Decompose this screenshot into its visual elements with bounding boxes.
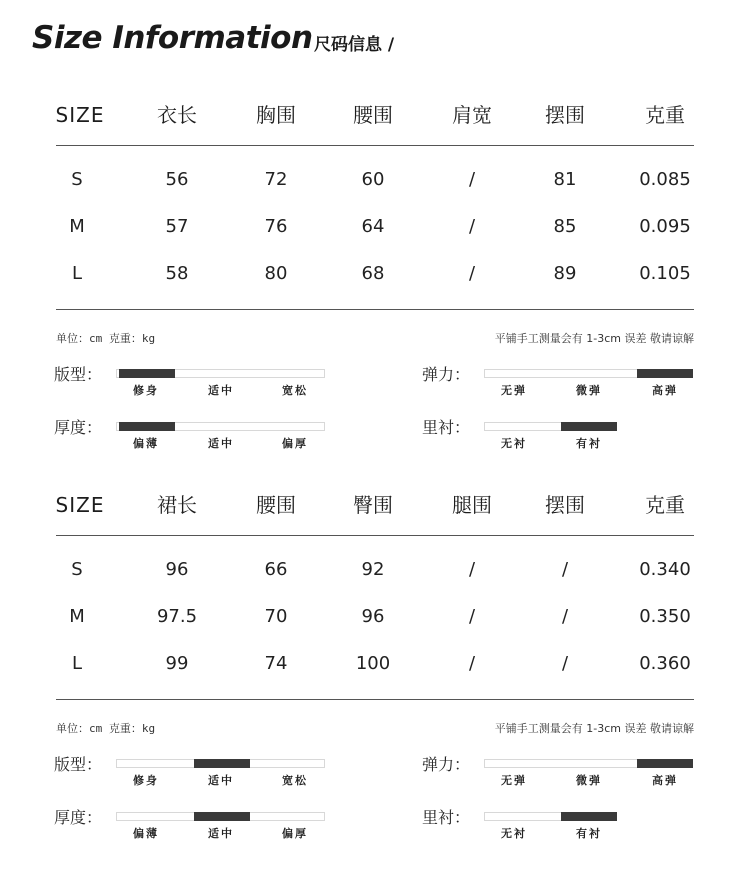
table-cell: 68 <box>361 263 385 284</box>
column-header: 衣长 <box>157 103 197 127</box>
table-cell: 96 <box>165 559 189 580</box>
gauge-option: 适中 <box>208 774 234 787</box>
table-cell: / <box>468 653 476 674</box>
table-cell: 99 <box>165 653 189 674</box>
column-header: 臀围 <box>353 493 393 517</box>
unit-note: 单位：cm 克重：kg <box>56 332 156 345</box>
unit-note: 单位：cm 克重：kg <box>56 722 156 735</box>
fit-gauge <box>54 752 334 792</box>
size-section-top <box>0 90 750 480</box>
table-header-row <box>0 100 750 130</box>
table-cell: / <box>468 169 476 190</box>
gauge-option: 有衬 <box>576 437 602 450</box>
table-row <box>0 649 750 679</box>
table-cell: 96 <box>361 606 385 627</box>
gauge-fill <box>119 422 175 431</box>
table-cell: 0.360 <box>639 653 691 674</box>
table-cell: 92 <box>361 559 385 580</box>
gauge-fill <box>194 759 250 768</box>
gauge-option: 高弹 <box>652 774 678 787</box>
gauge-label: 厚度： <box>54 808 103 827</box>
table-cell: S <box>71 559 83 580</box>
table-cell: 74 <box>264 653 288 674</box>
table-cell: M <box>69 216 85 237</box>
thickness-gauge <box>54 415 334 455</box>
gauge-option: 修身 <box>133 384 159 397</box>
column-header: 克重 <box>645 493 685 517</box>
gauge-option: 微弹 <box>576 774 602 787</box>
gauge-option: 无弹 <box>501 774 527 787</box>
table-row <box>0 602 750 632</box>
gauge-option: 宽松 <box>282 384 308 397</box>
gauge-track <box>484 759 693 768</box>
table-cell: 76 <box>264 216 288 237</box>
gauge-track <box>484 812 617 821</box>
gauge-fill <box>637 759 693 768</box>
table-cell: 58 <box>165 263 189 284</box>
column-header: 腰围 <box>353 103 393 127</box>
gauge-track <box>116 369 325 378</box>
lining-gauge <box>422 415 702 455</box>
table-cell: / <box>468 559 476 580</box>
gauge-track <box>484 422 617 431</box>
stretch-gauge <box>422 362 702 402</box>
gauge-fill <box>561 422 617 431</box>
gauge-label: 里衬： <box>422 808 471 827</box>
table-cell: 0.340 <box>639 559 691 580</box>
table-divider <box>56 145 694 146</box>
gauge-option: 无弹 <box>501 384 527 397</box>
table-cell: 60 <box>361 169 385 190</box>
table-cell: / <box>561 653 569 674</box>
table-cell: / <box>468 216 476 237</box>
column-header: SIZE <box>55 493 105 517</box>
gauge-fill <box>119 369 175 378</box>
table-cell: / <box>561 559 569 580</box>
gauge-option: 偏薄 <box>133 437 159 450</box>
table-cell: 89 <box>553 263 577 284</box>
page-title: Size Information <box>32 20 313 56</box>
table-cell: 85 <box>553 216 577 237</box>
gauge-track <box>484 369 693 378</box>
table-cell: 70 <box>264 606 288 627</box>
gauge-option: 有衬 <box>576 827 602 840</box>
table-cell: 56 <box>165 169 189 190</box>
column-header: 摆围 <box>545 103 585 127</box>
table-row <box>0 555 750 585</box>
gauge-label: 厚度： <box>54 418 103 437</box>
table-cell: 97.5 <box>156 606 198 627</box>
gauge-option: 偏厚 <box>282 437 308 450</box>
size-section-skirt <box>0 480 750 870</box>
table-divider <box>56 699 694 700</box>
gauge-option: 无衬 <box>501 437 527 450</box>
gauge-option: 适中 <box>208 437 234 450</box>
measurement-note: 平铺手工测量会有 1-3cm 误差 敬请谅解 <box>494 722 694 735</box>
table-cell: S <box>71 169 83 190</box>
table-cell: 0.085 <box>639 169 691 190</box>
table-row <box>0 259 750 289</box>
table-cell: 64 <box>361 216 385 237</box>
table-header-row <box>0 490 750 520</box>
column-header: SIZE <box>55 103 105 127</box>
table-cell: 0.105 <box>639 263 691 284</box>
gauge-label: 版型： <box>54 755 103 774</box>
gauge-option: 无衬 <box>501 827 527 840</box>
gauge-track <box>116 759 325 768</box>
table-divider <box>56 309 694 310</box>
gauge-fill <box>194 812 250 821</box>
gauge-fill <box>637 369 693 378</box>
gauge-label: 版型： <box>54 365 103 384</box>
stretch-gauge <box>422 752 702 792</box>
gauge-label: 弹力： <box>422 365 471 384</box>
table-cell: / <box>561 606 569 627</box>
page-subtitle: 尺码信息 / <box>314 35 395 55</box>
gauge-fill <box>561 812 617 821</box>
column-header: 摆围 <box>545 493 585 517</box>
gauge-option: 宽松 <box>282 774 308 787</box>
table-cell: 72 <box>264 169 288 190</box>
table-cell: 81 <box>553 169 577 190</box>
table-cell: 100 <box>355 653 391 674</box>
column-header: 胸围 <box>256 103 296 127</box>
gauge-label: 弹力： <box>422 755 471 774</box>
gauge-option: 修身 <box>133 774 159 787</box>
thickness-gauge <box>54 805 334 845</box>
column-header: 腰围 <box>256 493 296 517</box>
column-header: 克重 <box>645 103 685 127</box>
gauge-track <box>116 812 325 821</box>
gauge-option: 高弹 <box>652 384 678 397</box>
gauge-option: 适中 <box>208 384 234 397</box>
table-cell: 66 <box>264 559 288 580</box>
lining-gauge <box>422 805 702 845</box>
table-cell: M <box>69 606 85 627</box>
table-cell: 57 <box>165 216 189 237</box>
gauge-option: 适中 <box>208 827 234 840</box>
gauge-track <box>116 422 325 431</box>
column-header: 腿围 <box>452 493 492 517</box>
column-header: 肩宽 <box>452 103 492 127</box>
table-row <box>0 212 750 242</box>
table-cell: 0.350 <box>639 606 691 627</box>
table-cell: / <box>468 606 476 627</box>
table-row <box>0 165 750 195</box>
gauge-label: 里衬： <box>422 418 471 437</box>
table-cell: 0.095 <box>639 216 691 237</box>
gauge-option: 微弹 <box>576 384 602 397</box>
table-cell: / <box>468 263 476 284</box>
gauge-option: 偏薄 <box>133 827 159 840</box>
table-cell: 80 <box>264 263 288 284</box>
table-cell: L <box>71 653 83 674</box>
measurement-note: 平铺手工测量会有 1-3cm 误差 敬请谅解 <box>494 332 694 345</box>
table-cell: L <box>71 263 83 284</box>
gauge-option: 偏厚 <box>282 827 308 840</box>
column-header: 裙长 <box>157 493 197 517</box>
fit-gauge <box>54 362 334 402</box>
table-divider <box>56 535 694 536</box>
